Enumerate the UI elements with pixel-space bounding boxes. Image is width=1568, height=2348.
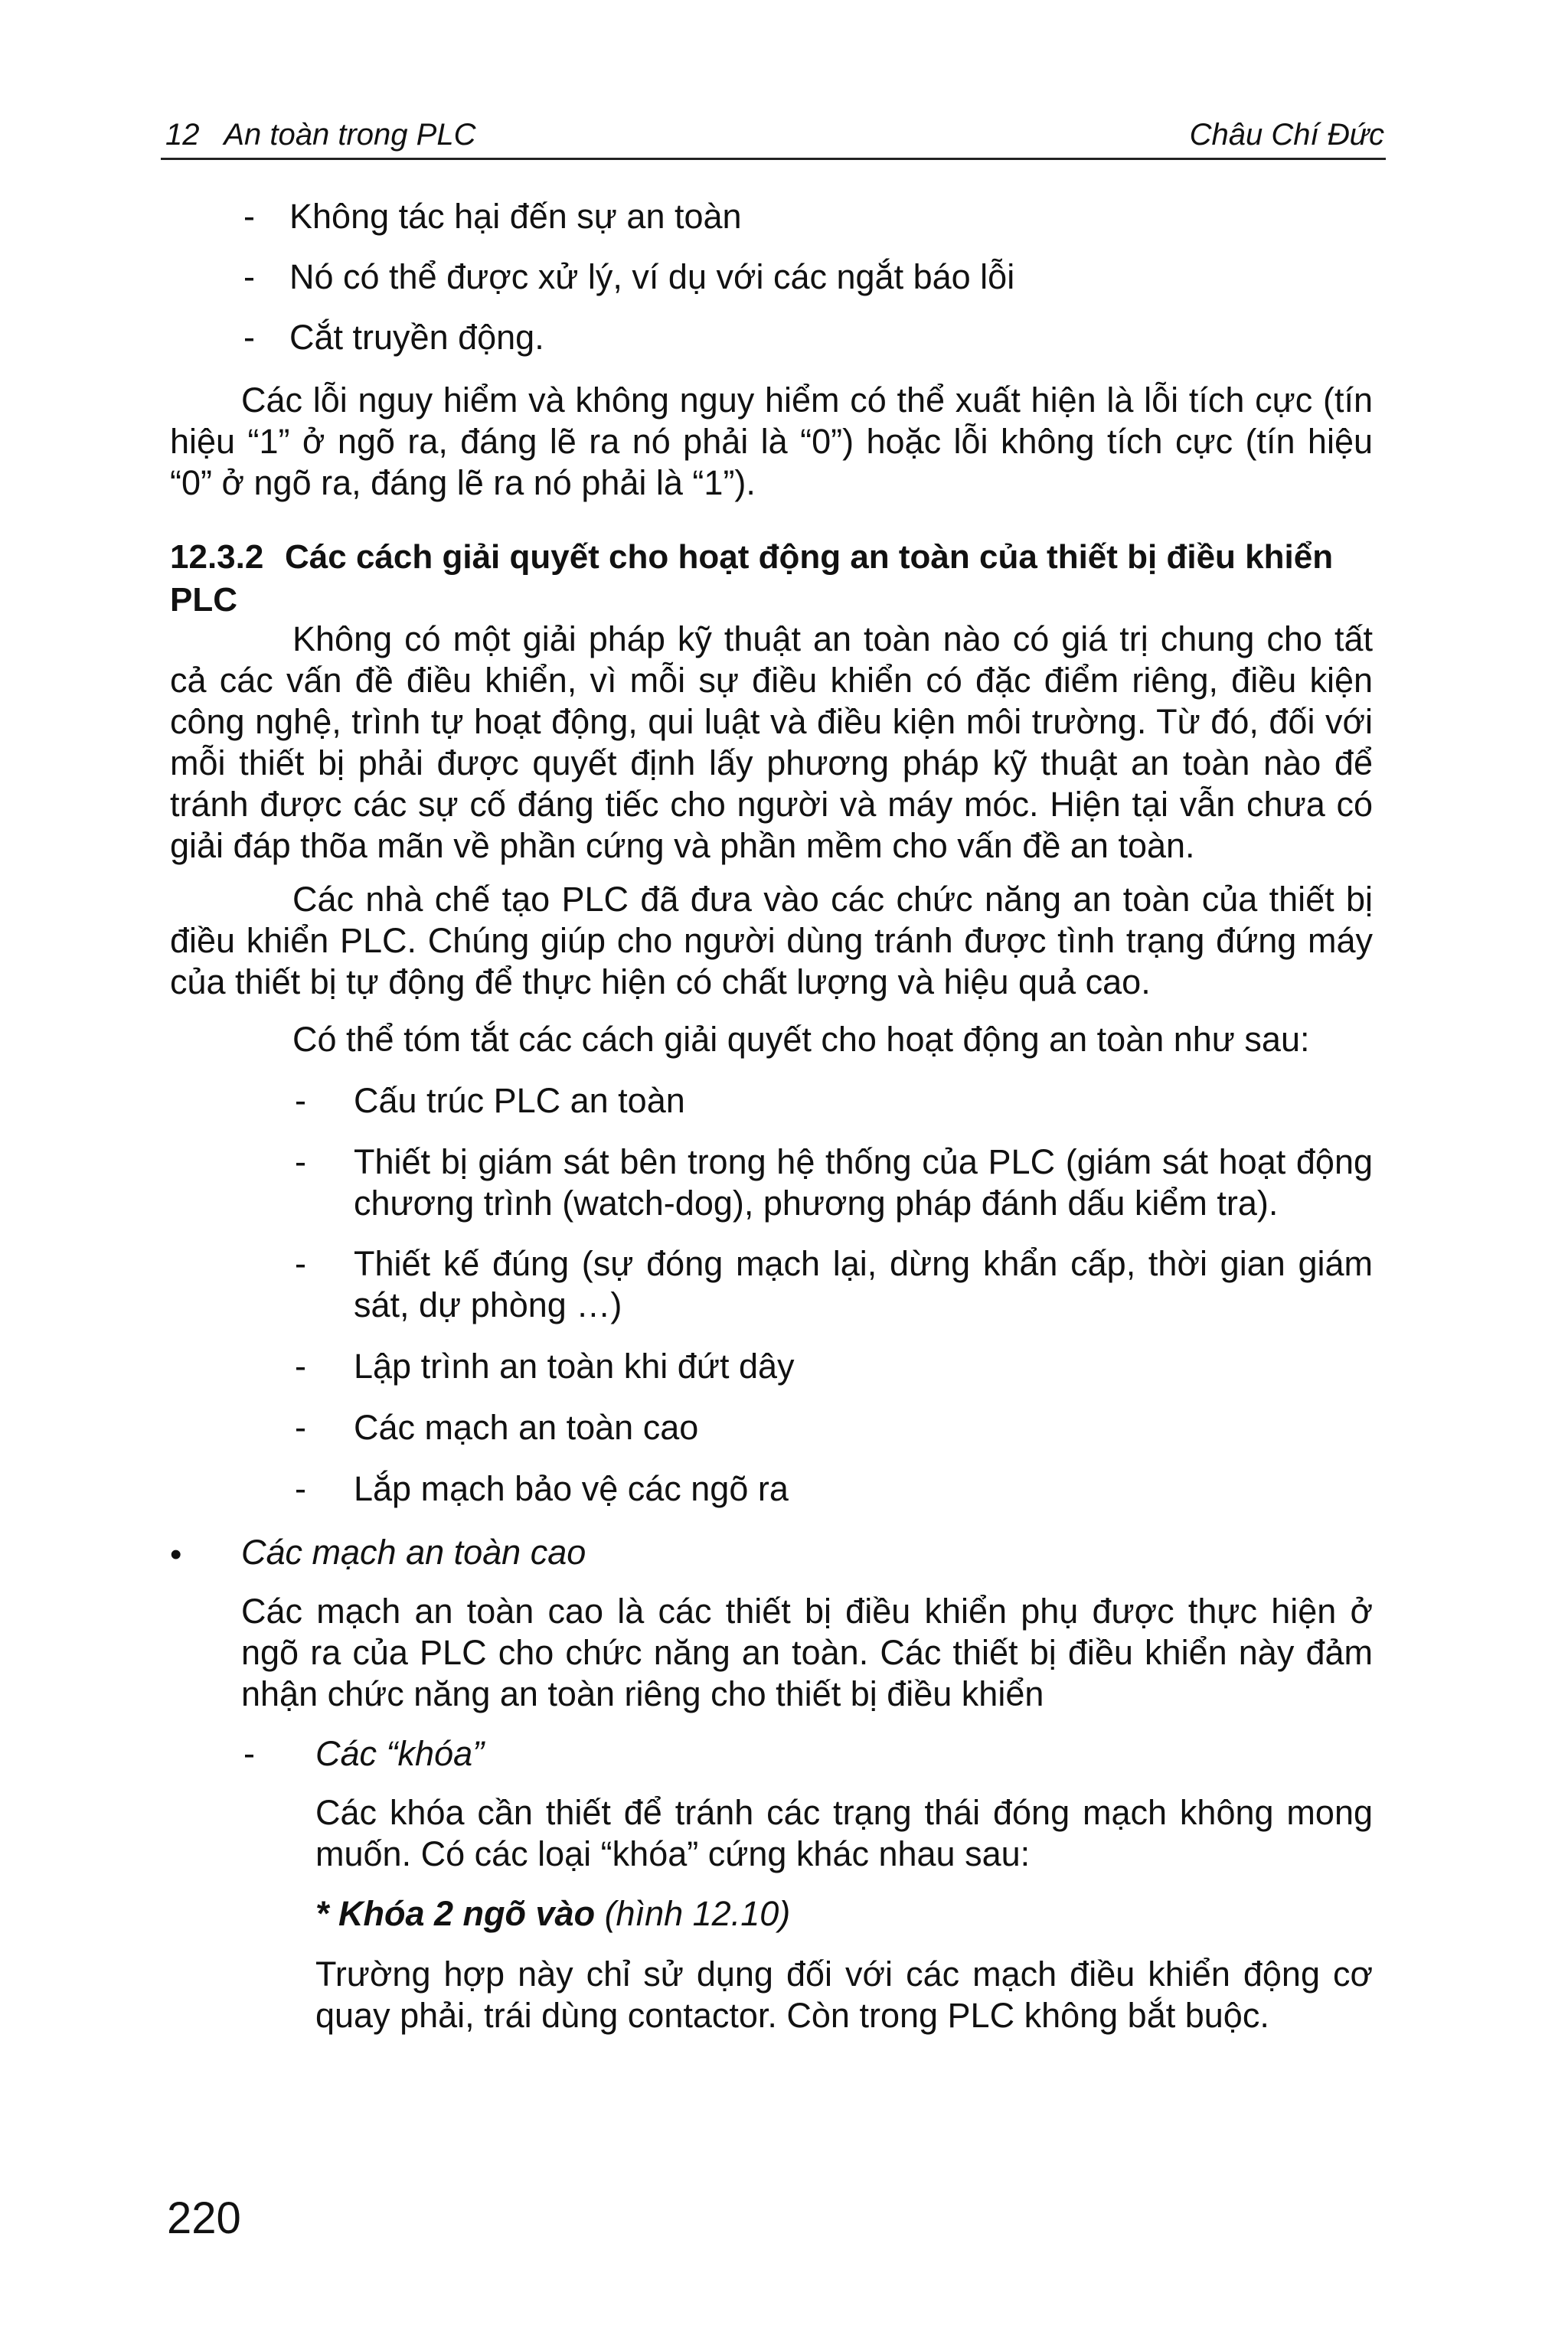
lock-title-bold: * Khóa 2 ngõ vào [315,1894,596,1933]
text-line: Các mạch an toàn cao là các thiết bị điều khiển phụ được thực hiện ở [241,1592,1373,1631]
list-dash: - [295,1081,306,1120]
header-author: Châu Chí Đức [1189,118,1384,152]
paragraph-summary-intro: Có thể tóm tắt các cách giải quyết cho hoạt động an toàn như sau: [292,1020,1310,1059]
figure-reference: (hình 12.10) [595,1894,791,1933]
text-line: cả các vấn đề điều khiển, vì mỗi sự điều khiển có đặc điểm riêng, điều kiện [170,661,1373,700]
text-line: Các lỗi nguy hiểm và không nguy hiểm có thể xuất hiện là lỗi tích cực (tín [241,380,1373,420]
text-line: Các nhà chế tạo PLC đã đưa vào các chức năng an toàn của thiết bị [292,880,1373,919]
text-line: ngõ ra của PLC cho chức năng an toàn. Các thiết bị điều khiển này đảm [241,1633,1373,1672]
list-item-continuation: chương trình (watch-dog), phương pháp đánh dấu kiểm tra). [354,1184,1279,1223]
text-line: muốn. Có các loại “khóa” cứng khác nhau sau: [315,1834,1031,1873]
bullet-symbol: • [170,1536,182,1573]
list-item: Thiết bị giám sát bên trong hệ thống của PLC (giám sát hoạt động [354,1142,1373,1181]
text-line: điều khiển PLC. Chúng giúp cho người dùng tránh được tình trạng đứng máy [170,921,1373,960]
list-item: Lắp mạch bảo vệ các ngõ ra [354,1469,789,1508]
list-dash: - [295,1142,306,1181]
list-dash: - [295,1244,306,1283]
text-line: “0” ở ngõ ra, đáng lẽ ra nó phải là “1”). [170,463,756,502]
text-line: công nghệ, trình tự hoạt động, qui luật và điều kiện môi trường. Từ đó, đối với [170,702,1373,741]
bullet-heading: Các mạch an toàn cao [241,1533,586,1572]
text-line: Trường hợp này chỉ sử dụng đối với các mạch điều khiển động cơ [315,1954,1373,1994]
list-item-continuation: sát, dự phòng …) [354,1285,622,1324]
list-item: Nó có thể được xử lý, ví dụ với các ngắt báo lỗi [289,257,1015,296]
list-dash: - [295,1347,306,1386]
text-line: Không có một giải pháp kỹ thuật an toàn nào có giá trị chung cho tất [292,619,1373,658]
section-title: Các cách giải quyết cho hoạt động an toàn của thiết bị điều khiển PLC [170,538,1334,619]
page-number: 220 [167,2193,241,2243]
text-line: tránh được các sự cố đáng tiếc cho người và máy móc. Hiện tại vẫn chưa có [170,785,1373,824]
text-line: Các khóa cần thiết để tránh các trạng thái đóng mạch không mong [315,1793,1373,1832]
sub-heading-locks: Các “khóa” [315,1734,485,1773]
list-item: Không tác hại đến sự an toàn [289,197,742,236]
list-dash: - [243,1734,255,1773]
list-item: Cắt truyền động. [289,318,544,357]
text-line: nhận chức năng an toàn riêng cho thiết bị điều khiển [241,1674,1044,1713]
list-dash: - [295,1408,306,1447]
text-line: mỗi thiết bị phải được quyết định lấy phương pháp kỹ thuật an toàn nào để [170,743,1373,782]
list-item: Thiết kế đúng (sự đóng mạch lại, dừng khẩn cấp, thời gian giám [354,1244,1373,1283]
lock-title [315,1893,790,1935]
section-number: 12.3.2 [170,538,264,576]
list-item: Cấu trúc PLC an toàn [354,1081,685,1120]
text-line: của thiết bị tự động để thực hiện có chất lượng và hiệu quả cao. [170,962,1151,1001]
text-line: hiệu “1” ở ngõ ra, đáng lẽ ra nó phải là “0”) hoặc lỗi không tích cực (tín hiệu [170,422,1373,461]
text-line: quay phải, trái dùng contactor. Còn trong PLC không bắt buộc. [315,1996,1269,2035]
list-dash: - [243,197,255,236]
header-chapter-title: 12 An toàn trong PLC [165,118,476,152]
list-dash: - [243,257,255,296]
list-item: Các mạch an toàn cao [354,1408,699,1447]
list-dash: - [295,1469,306,1508]
list-item: Lập trình an toàn khi đứt dây [354,1347,795,1386]
text-line: giải đáp thõa mãn về phần cứng và phần mềm cho vấn đề an toàn. [170,826,1195,865]
section-heading [170,536,1395,622]
list-dash: - [243,318,255,357]
page-header [161,115,1386,160]
